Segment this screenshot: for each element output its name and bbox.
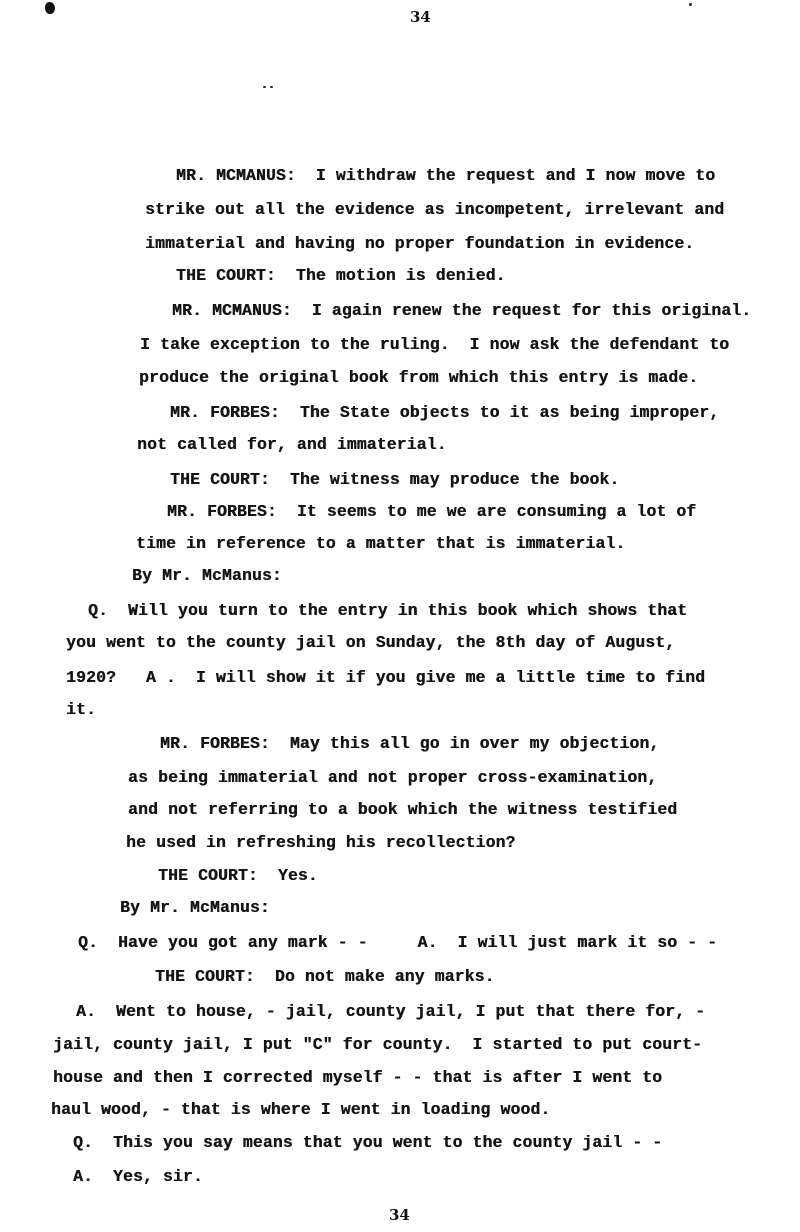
transcript-line: THE COURT: The witness may produce the book.: [170, 470, 620, 489]
transcript-line: MR. FORBES: It seems to me we are consuming a lot of: [167, 502, 697, 521]
transcript-line: MR. FORBES: May this all go in over my objection,: [160, 734, 660, 753]
transcript-line: he used in refreshing his recollection?: [126, 833, 516, 852]
transcript-line: A. Yes, sir.: [73, 1167, 203, 1186]
transcript-line: Q. Will you turn to the entry in this book which shows that: [88, 601, 688, 620]
transcript-line: THE COURT: Do not make any marks.: [155, 967, 495, 986]
transcript-line: as being immaterial and not proper cross-examination,: [128, 768, 658, 787]
transcript-line: haul wood, - that is where I went in loading wood.: [51, 1100, 551, 1119]
transcript-line: MR. FORBES: The State objects to it as being improper,: [170, 403, 720, 422]
transcript-line: Q. This you say means that you went to the county jail - -: [73, 1133, 663, 1152]
transcript-line: I take exception to the ruling. I now ask the defendant to: [140, 335, 730, 354]
scan-speck: [270, 86, 273, 88]
transcript-line: it.: [66, 700, 96, 719]
transcript-line: time in reference to a matter that is immaterial.: [136, 534, 626, 553]
scan-speck: [263, 86, 266, 88]
transcript-line: and not referring to a book which the witness testified: [128, 800, 678, 819]
scan-speck: [689, 3, 692, 6]
page-number-top: 34: [410, 8, 431, 26]
transcript-line: you went to the county jail on Sunday, the 8th day of August,: [66, 633, 676, 652]
transcript-line: MR. MCMANUS: I again renew the request for this original.: [172, 301, 752, 320]
transcript-line: not called for, and immaterial.: [137, 435, 447, 454]
transcript-line: 1920? A . I will show it if you give me a little time to find: [66, 668, 706, 687]
punch-hole-mark: [45, 2, 55, 14]
transcript-line: house and then I corrected myself - - that is after I went to: [53, 1068, 663, 1087]
page-number-bottom: 34: [389, 1206, 410, 1224]
transcript-line: immaterial and having no proper foundation in evidence.: [145, 234, 695, 253]
transcript-line: A. Went to house, - jail, county jail, I put that there for, -: [76, 1002, 706, 1021]
transcript-line: MR. MCMANUS: I withdraw the request and I now move to: [176, 166, 716, 185]
transcript-line: jail, county jail, I put "C" for county. I started to put court-: [53, 1035, 703, 1054]
transcript-line: By Mr. McManus:: [120, 898, 270, 917]
transcript-line: THE COURT: Yes.: [158, 866, 318, 885]
transcript-line: produce the original book from which this entry is made.: [139, 368, 699, 387]
transcript-line: By Mr. McManus:: [132, 566, 282, 585]
transcript-line: strike out all the evidence as incompetent, irrelevant and: [145, 200, 725, 219]
transcript-line: THE COURT: The motion is denied.: [176, 266, 506, 285]
transcript-line: Q. Have you got any mark - - A. I will just mark it so - -: [78, 933, 718, 952]
